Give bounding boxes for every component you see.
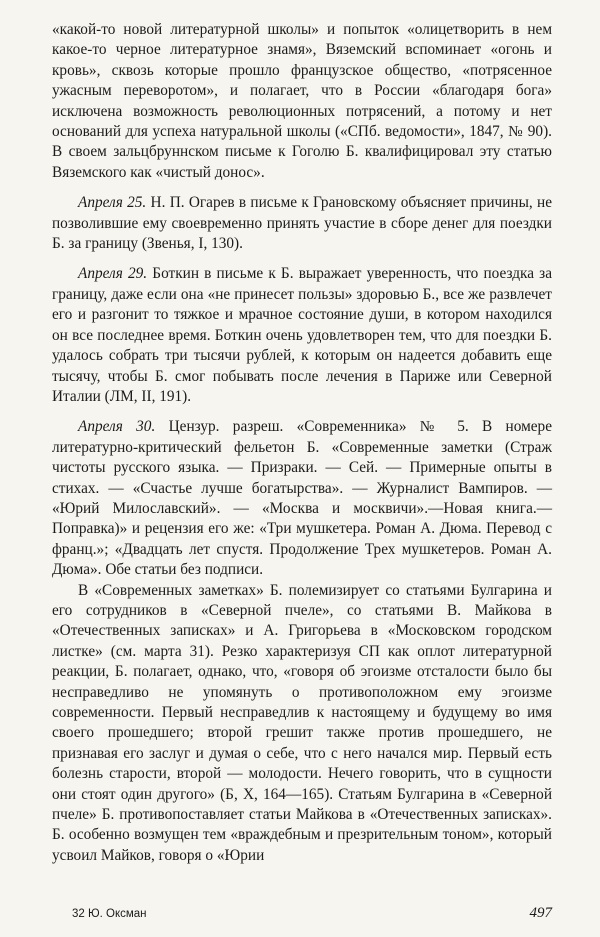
paragraph-text: Цензур. разреш. «Современника» № 5. В номере литературно-критический фельетон Б. «Современные заметки (Страж чистоты русского языка. — Призраки. — Сей. — Примерные опыты в стихах. — «Счастье лучше богатырства». — Журналист Вампиров. — «Юрий Милославский». — «Москва и москвичи».—Новая книга.—Поправка)» и рецензия его же: «Три мушкетера. Роман А. Дюма. Перевод с франц.»; «Двадцать лет спустя. Продолжение Трех мушкетеров. Роман А. Дюма». Обе статьи без подписи. — [52, 418, 552, 579]
page-footer — [72, 905, 552, 921]
paragraph-4 — [52, 417, 552, 580]
paragraph-text: «какой-то новой литературной школы» и попыток «олицетворить в нем какое-то черное литературное знамя», Вяземский вспоминает «огонь и кровь», сквозь которые прошло французское общество, «потрясенное ужасным переворотом», и полагает, что в России «благодаря бога» исключена возможность революционных потрясений, а потому и нет оснований для успеха натуральной школы («СПб. ведомости», 1847, № 90). В своем зальцбруннском письме к Гоголю Б. квалифицировал эту статью Вяземского как «чистый донос». — [52, 21, 552, 181]
paragraph-2 — [52, 193, 552, 254]
entry-date: Апреля 30. — [78, 418, 156, 436]
paragraph-text: Боткин в письме к Б. выражает уверенность, что поездка за границу, даже если она «не принесет пользы» здоровью Б., все же развлечет его и разгонит то тяжкое и мрачное состояние души, в котором находился он все последнее время. Боткин очень удовлетворен тем, что для поездки Б. удалось собрать три тысячи рублей, к которым он надеется добавить еще тысячу, чтобы Б. смог побывать после лечения в Париже или Северной Италии (ЛМ, II, 191). — [52, 265, 553, 405]
paragraph-text: В «Современных заметках» Б. полемизирует со статьями Булгарина и его сотрудников в «Северной пчеле», со статьями В. Майкова в «Отечественных записках» и А. Григорьева в «Московском городском листке» (см. марта 31). Резко характеризуя СП как оплот литературной реакции, Б. полагает, однако, что, «говоря об эгоизме отсталости было бы несправедливо не упомянуть о противоположном ему эгоизме современности. Первый несправедлив к настоящему и будущему во имя своего прошедшего; второй грешит также против прошедшего, не признавая его заслуг и думая о себе, что с него начался мир. Первый есть болезнь старости, второй — молодости. Нечего говорить, что в сущности они стоят один другого» (Б, X, 164—165). Статьям Булгарина в «Северной пчеле» Б. противопоставляет статьи Майкова в «Отечественных записках». Б. особенно возмущен тем «враждебным и презрительным тоном», который усвоил Майков, говоря о «Юрии — [52, 581, 552, 864]
paragraph-1 — [52, 20, 552, 183]
printer-signature: 32 Ю. Оксман — [72, 908, 147, 920]
paragraph-5 — [52, 581, 552, 867]
paragraph-3 — [52, 264, 552, 407]
page-number: 497 — [529, 905, 552, 921]
entry-date: Апреля 29. — [78, 265, 148, 283]
entry-date: Апреля 25. — [78, 194, 147, 212]
page-body — [52, 20, 552, 866]
paragraph-text: Н. П. Огарев в письме к Грановскому объясняет причины, не позволившие ему своевременно принять участие в сборе денег для поездки Б. за границу (Звенья, I, 130). — [52, 194, 552, 253]
